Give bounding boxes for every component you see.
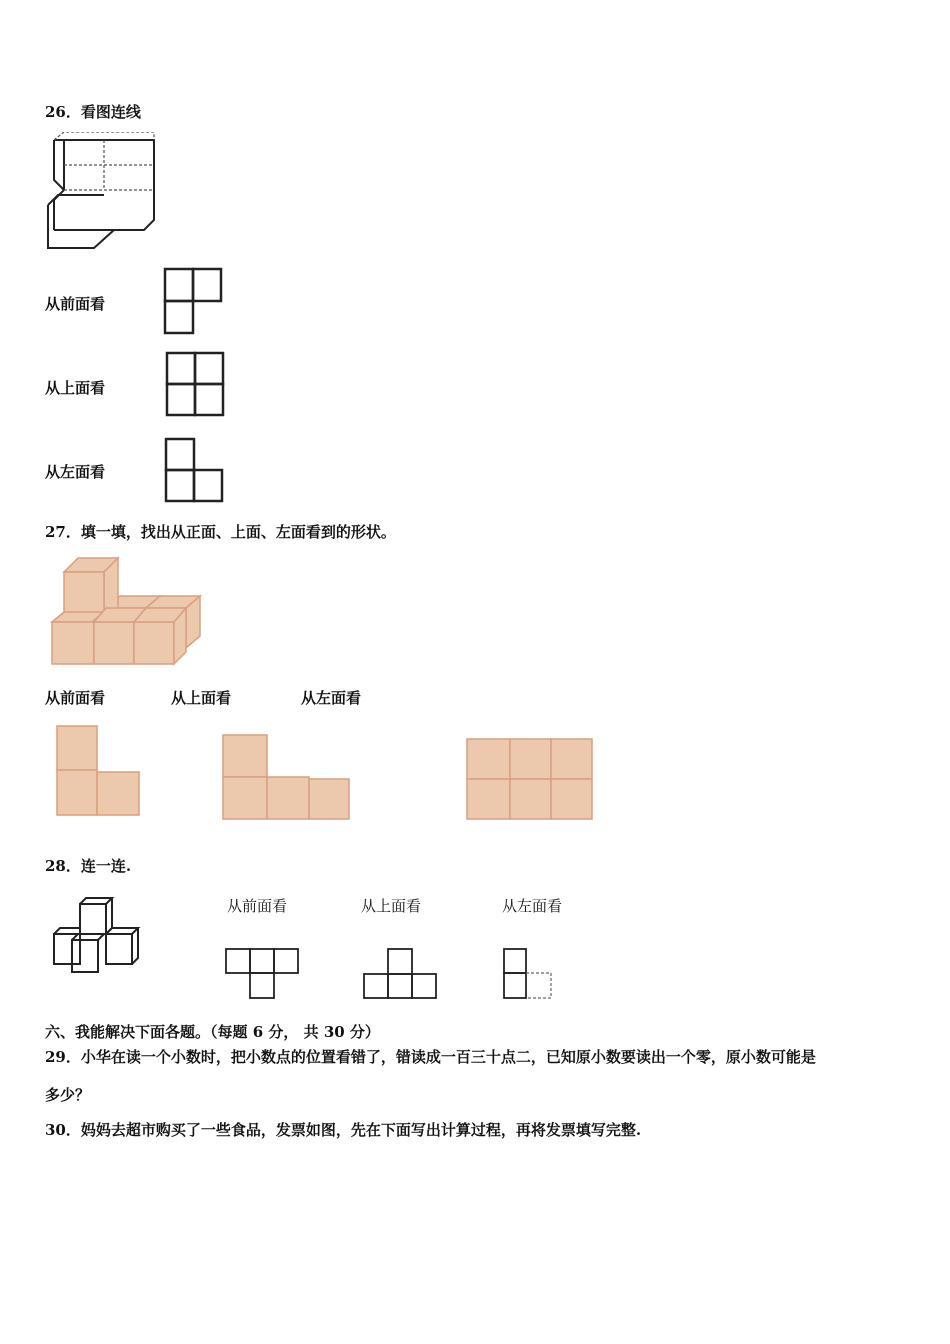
q29-line1: 29．小华在读一个小数时，把小数点的位置看错了，错读成一百三十点二，已知原小数要读出一个零，原小数可能是 xyxy=(45,1048,816,1066)
q28-title: 28．连一连. xyxy=(45,857,132,875)
q26-view-front[interactable] xyxy=(162,266,226,336)
q27-view-top[interactable] xyxy=(221,733,353,821)
section6-title: 六、我能解决下面各题。（每题 6 分， 共 30 分） xyxy=(45,1023,380,1041)
q27-label-top: 从上面看 xyxy=(171,689,232,707)
q30-text: 30．妈妈去超市购买了一些食品，发票如图，先在下面写出计算过程，再将发票填写完整. xyxy=(45,1121,642,1139)
q26-label-top: 从上面看 xyxy=(45,379,106,397)
q27-label-left: 从左面看 xyxy=(301,689,362,707)
q26-cube-figure xyxy=(44,132,159,254)
q27-title: 27．填一填，找出从正面、上面、左面看到的形状。 xyxy=(45,523,396,541)
q29-line2: 多少？ xyxy=(45,1086,91,1104)
q28-label-front: 从前面看 xyxy=(227,897,288,915)
q26-label-left: 从左面看 xyxy=(45,463,106,481)
q27-cube-figure xyxy=(48,556,206,668)
q27-view-left[interactable] xyxy=(465,737,595,821)
q28-label-left: 从左面看 xyxy=(502,897,563,915)
q27-view-front[interactable] xyxy=(55,724,143,818)
q26-view-left[interactable] xyxy=(163,436,227,504)
q28-cube-figure xyxy=(50,896,150,976)
q28-view-front[interactable] xyxy=(223,946,303,1002)
q28-view-top[interactable] xyxy=(361,946,441,1002)
q26-title: 26．看图连线 xyxy=(45,103,141,121)
q26-view-top[interactable] xyxy=(164,350,228,418)
q28-view-left[interactable] xyxy=(501,946,557,1002)
q27-label-front: 从前面看 xyxy=(45,689,106,707)
q26-label-front: 从前面看 xyxy=(45,295,106,313)
q28-label-top: 从上面看 xyxy=(361,897,422,915)
